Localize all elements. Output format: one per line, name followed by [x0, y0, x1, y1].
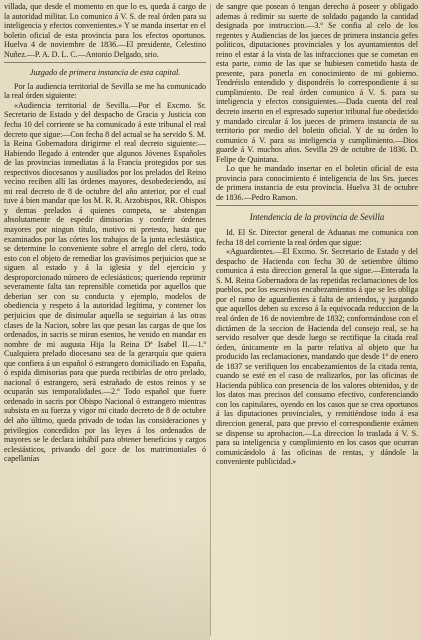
right-paragraph-2: Lo que he mandado insertar en el boletin oficial de esta provincia para conocimiento é inteligencia de los Srs. jueces de primera instancia de esta provincia. Huelva 31 de octubre de 1836.—Pedro Ramon. [216, 164, 418, 202]
section-divider [4, 62, 206, 63]
left-paragraph-2: Por la audiencia territorial de Sevilla se me ha comunicado la real órden siguiente: [4, 81, 206, 101]
right-column [216, 2, 418, 638]
right-paragraph-1: de sangre que posean ó tengan derecho á poseer y obligado ademas á redimir su suerte de soldado pagando la cantidad designada por instruccion.—3.º Se confia al celo de los regentes y Audiencias de los jueces de primera instancia gefes políticos, diputaciones provinciales y los ayuntamientos del reino el estar á la vista de las infracciones que se cometan en esta parte, como de las que se hubiesen cometido hasta de presente, para ponerla en conocimiento de mi gobierno. Tendréislo entendido y dispondréis lo correspondiente á su cumplimiento. De real órden comunico á V. S. para su inteligencia y efectos consiguientes.—Dada cuenta del real decreto inserto en el espresado superior tribunal fue obedecido y mandado circular á los jueces de primera instancia de su territorio por medio del boletin oficial. Y de su órden lo comunico á V. para su inteligencia y cumplimiento.—Dios guarde á V. muchos años. Sevilla 29 de octubre de 1836. D. Felipe de Quintana. [216, 2, 418, 164]
right-paragraph-4: «Aguardientes.—El Excmo. Sr. Secretario de Estado y del despacho de Hacienda con fecha 30 de setiembre último comunica á esta direccion general la que sigue.—Enterada la S. M. Reina Gobernadora de las repetidas reclamaciones de los pueblos, por los escesivos encabezamientos á que se les obliga por el ramo de aguardientes á falta de arriendos, y juzgando que aquellos deben su exceso á la equivocada reduccion de la real órden de 16 de noviembre de 1832; conformándose con el dictámen de la seccion de Hacienda del consejo real, se ha servido resolver que desde luego se rectifique la citada real órden, únicamente en la parte relativa al objeto que ha producido las reclamaciones, mandando que desde 1º de enero de 1837 se verifiquen los encabezamientos de la citada renta, cuando se esté en el caso de realizarlos, por las oficinas de Hacienda pública con presencia de los valores obtenidos, y de los datos mas precisos del consumo efectivo, conferenciando con los capitulares, oyendo en los casos que se crea oportunos á las diputaciones provinciales, y remitiéndose todo á esa direccion general, para que previo el correspondiente exámen se dispense su aprobacion.—La direccion lo traslada á V. S. para su inteligencia y cumplimiento en los casos que ocurran comunicándolo á las oficinas de rentas, y dándole la conveniente publicidad.» [216, 247, 418, 467]
section-heading-intendencia: Intendencia de la provincia de Sevilla [249, 212, 385, 223]
section-divider-right [216, 205, 418, 206]
column-rule [210, 4, 211, 636]
section-heading-juzgado: Juzgado de primera instancia de esta capital. [29, 68, 181, 78]
left-paragraph-1: villada, que desde el momento en que lo es, queda á cargo de la autoridad militar. Lo comunico á V. S. de real órden para su inteligencia y efectos convenientes.» Y se manda insertar en el boletin oficial de esta provincia para los efectos oportunos. Huelva 4 de noviembre de 1836.—El presidente, Celestino Nuñez.—P. A. D. L. C.—Antonio Delgado, srio. [4, 2, 206, 59]
left-paragraph-3: «Audiencia territorial de Sevilla.—Por el Excmo. Sr. Secretario de Estado y del despacho de Gracia y Justicia con fecha 10 del corriente se ha comunicado á este tribunal el real decreto que sigue:—Con fecha 8 del actual se ha servido S. M. la Reina Gobernadora dirigirme el real decreto siguiente:—Habiendo llegado á entender que algunos Jóvenes Españoles de las provincias inmediatas á la Francia protegidos por sus respectivos diocesanos y ausiliados por los prelados del Reino vecino reciben allí las órdenes mayores, desobedeciendo, así mi real decreto de 8 de octubre del año anterior, por el cual tuve á bien mandar que los M. R. R. Arzobispos, RR. Obispos y demas prelados á quienes competa, se abstengan absolutamente de espedir dimisorias y conferir órdenes mayores por ningun título, motivo ni pretesto, hasta que examinados por las córtes los trabajos de la junta eclesiástica, se determine lo conveniente sobre el arreglo del clero, todo esto con el objeto de remediar los gravísimos perjuicios que se siguen al estado y á la iglesia y del ejercicio y desproporcionado número de eclesiásticos; queriendo reprimir severamente falta tan reprensible cometida por aquellos que deberian ser con su conducta y ejemplo, modelos de obediencia y respeto á la autoridad legítima, y contener los perjuicios que de disimular aquella se seguirian á las otras clases de la Nacion, sobre las que pesan las cargas de que los ordenados, in sacris se miran esentos, he venido en mandar en nombre de mi augusta Hija la Reina Dª Isabel II.—1.º Cualquiera prelado diocesano sea de la gerarquía que quiera que confiera á un español ó estrangero domiciliado en España, ó espida dimisorias para que pueda recibirlas de otro prelado, nacional ó estrangero, será estrañado de estos reinos y se ocuparán sus temporalidades.—2.º Todo español que fuere ordenado in sacris por Obispo Nacional ó estrangero mientras subsista en su fuerza y vigor mi citado decreto de 8 de octubre del año último, queda privado de todas las consideraciones y privilegios concedidos por las leyes á los ordenados de mayores se le declara inhábil para obtener beneficios y cargos eclesiásticos, privando del goce de los matrimoniales ó capellanías [4, 100, 206, 464]
right-paragraph-3: Id. El Sr. Director general de Aduanas me comunica con fecha 18 del corriente la real órden que sigue: [216, 228, 418, 247]
left-column [4, 2, 206, 638]
